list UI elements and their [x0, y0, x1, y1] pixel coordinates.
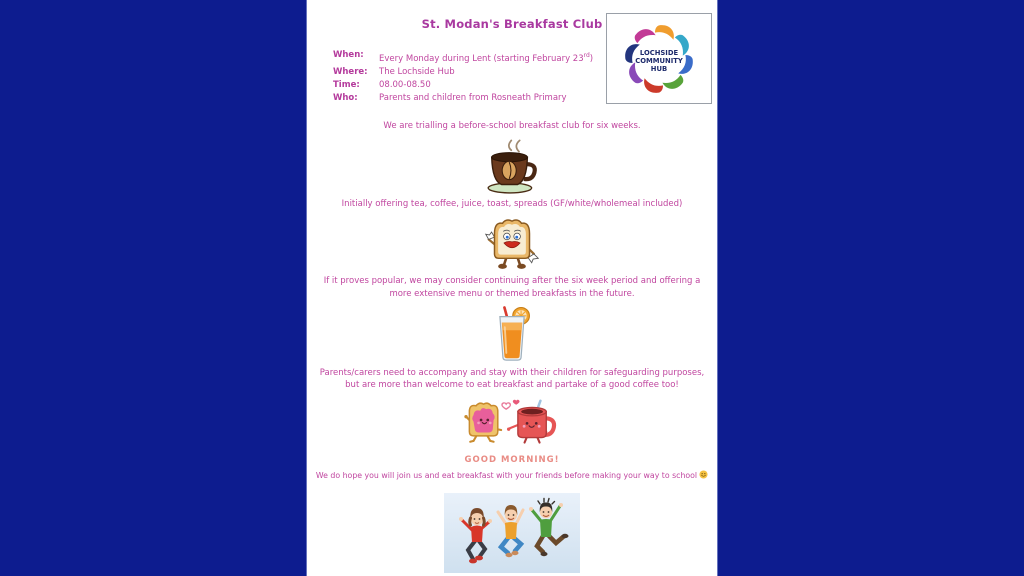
when-value-superscript: rd: [583, 52, 590, 59]
flyer-page: [307, 0, 717, 576]
good-morning-text: GOOD MORNING!: [464, 454, 560, 465]
when-value-close: ): [589, 53, 594, 64]
when-value: [379, 49, 593, 66]
where-label: Where:: [333, 66, 368, 77]
toast-and-mug-illustration: [307, 398, 717, 452]
safeguarding-paragraph: Parents/carers need to accompany and stay with their children for safeguarding purposes, but are more than welcome to eat breakfast and partake of a good coffee too!: [319, 368, 705, 391]
who-value: Parents and children from Rosneath Primary: [379, 92, 567, 103]
coffee-cup-icon: [478, 139, 546, 195]
lochside-community-hub-logo: [606, 13, 712, 104]
offering-paragraph: Initially offering tea, coffee, juice, toast, spreads (GF/white/wholemeal included): [341, 199, 683, 210]
when-value-text: Every Monday during Lent (starting February 23: [379, 53, 584, 64]
trial-paragraph: We are trialling a before-school breakfast club for six weeks.: [383, 120, 641, 131]
closing-paragraph: [307, 470, 717, 482]
popular-paragraph: If it proves popular, we may consider continuing after the six week period and offering a more extensive menu or themed breakfasts in the future.: [323, 276, 701, 299]
when-label: When:: [333, 50, 364, 60]
time-label: Time:: [333, 79, 360, 90]
orange-juice-illustration: [307, 306, 717, 362]
smiley-emoji: [699, 470, 708, 482]
logo-text-line3: HUB: [650, 64, 668, 73]
children-jumping-illustration: [307, 493, 717, 573]
toast-character-icon: [481, 216, 543, 270]
logo-text-line2: COMMUNITY: [635, 56, 683, 65]
children-jumping-image: [444, 493, 580, 573]
who-label: Who:: [333, 92, 358, 103]
closing-text: We do hope you will join us and eat breakfast with your friends before making your way to school: [315, 470, 698, 480]
logo-text-line1: LOCHSIDE: [639, 48, 679, 57]
coffee-cup-illustration: [307, 139, 717, 195]
toast-character-illustration: [307, 216, 717, 270]
page-title: St. Modan's Breakfast Club: [421, 17, 603, 31]
toast-and-mug-icon: [456, 398, 568, 452]
logo-swirl-icon: [613, 19, 705, 99]
where-value: The Lochside Hub: [379, 66, 455, 77]
orange-juice-icon: [488, 306, 536, 362]
time-value: 08.00-08.50: [379, 79, 431, 90]
